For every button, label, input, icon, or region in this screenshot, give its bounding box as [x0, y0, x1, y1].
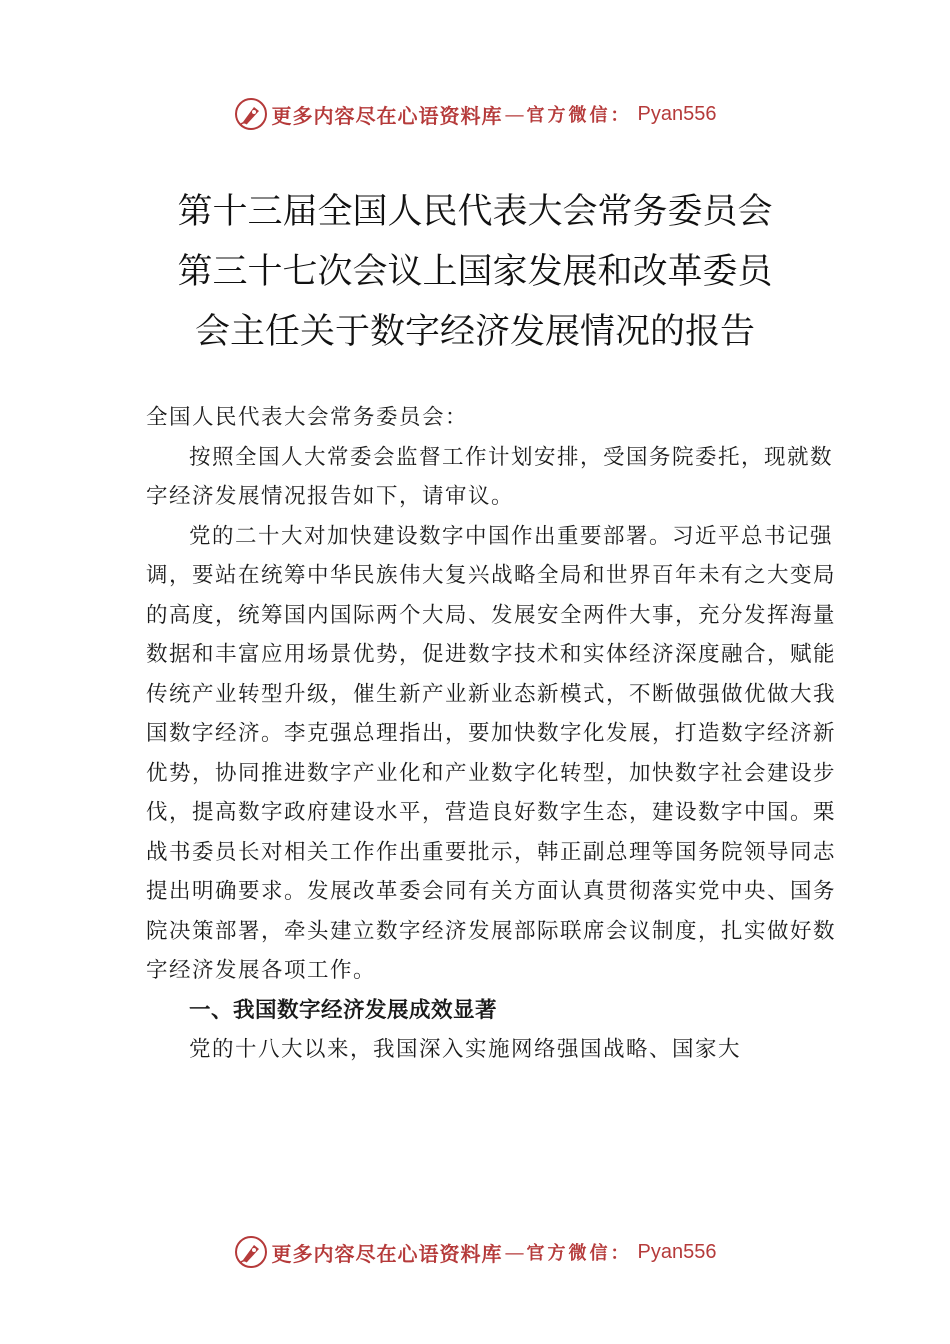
paragraph-1: 按照全国人大常委会监督工作计划安排，受国务院委托，现就数字经济发展情况报告如下，请审议。: [146, 444, 834, 509]
document-title: [100, 182, 850, 362]
watermark-dash: —: [504, 102, 525, 126]
watermark-text: 更多内容尽在心语资料库: [271, 1241, 503, 1266]
pen-nib-logo-icon: [234, 1235, 268, 1269]
document-body: [146, 398, 836, 1070]
section-heading-1: 一、我国数字经济发展成效显著: [189, 997, 498, 1023]
footer-watermark: [0, 1232, 950, 1272]
header-watermark: [0, 94, 950, 134]
paragraph-2: 党的二十大对加快建设数字中国作出重要部署。习近平总书记强调，要站在统筹中华民族伟大复兴战略全局和世界百年未有之大变局的高度，统筹国内国际两个大局、发展安全两件大事，充分发挥海量数据和丰富应用场景优势，促进数字技术和实体经济深度融合，赋能传统产业转型升级，催生新产业新业态新模式，不断做强做优做大我国数字经济。李克强总理指出，要加快数字化发展，打造数字经济新优势，协同推进数字产业化和产业数字化转型，加快数字社会建设步伐，提高数字政府建设水平，营造良好数字生态，建设数字中国。栗战书委员长对相关工作作出重要批示，韩正副总理等国务院领导同志提出明确要求。发展改革委会同有关方面认真贯彻落实党中央、国务院决策部署，牵头建立数字经济发展部际联席会议制度，扎实做好数字经济发展各项工作。: [146, 523, 837, 983]
watermark-wechat-id: Pyan556: [637, 102, 717, 125]
salutation: 全国人民代表大会常务委员会：: [146, 405, 469, 430]
paragraph-3: 党的十八大以来，我国深入实施网络强国战略、国家大: [189, 1037, 742, 1062]
watermark-dash: —: [504, 1240, 525, 1264]
title-line-2: 第三十七次会议上国家发展和改革委员: [177, 252, 773, 292]
watermark-wechat-id: Pyan556: [637, 1240, 717, 1263]
pen-nib-logo-icon: [234, 97, 268, 131]
title-line-1: 第十三届全国人民代表大会常务委员会: [177, 192, 773, 232]
title-line-3: 会主任关于数字经济发展情况的报告: [194, 312, 755, 352]
watermark-text: 更多内容尽在心语资料库: [271, 103, 503, 128]
watermark-label: 官方微信：: [526, 1243, 632, 1264]
watermark-label: 官方微信：: [526, 105, 632, 126]
